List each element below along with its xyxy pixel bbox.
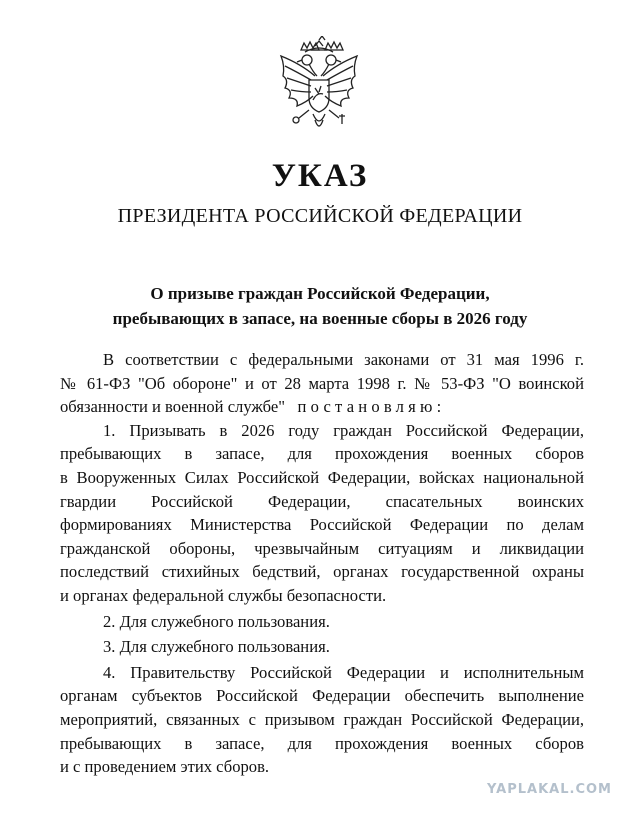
item-4-line: органам субъектов Российской Федерации обеспечить выполнение: [60, 686, 584, 706]
item-4-line: пребывающих в запасе, для прохождения военных сборов: [60, 733, 584, 753]
preamble-line: № 61-ФЗ "Об обороне" и от 28 марта 1998 г. № 53-ФЗ "О воинской: [60, 373, 584, 393]
preamble-line: В соответствии с федеральными законами от 31 мая 1996 г.: [103, 350, 584, 369]
item-1-line: в Вооруженных Силах Российской Федерации, войсках национальной: [60, 467, 584, 487]
item-1-line: пребывающих в запасе, для прохождения военных сборов: [60, 444, 584, 464]
item-4-line: 4. Правительству Российской Федерации и исполнительным: [103, 662, 584, 682]
item-4-line: и с проведением этих сборов.: [60, 757, 270, 777]
decree-heading: [0, 281, 640, 331]
item-1-line: и органах федеральной службы безопасности.: [60, 585, 387, 605]
item-1-line: 1. Призывать в 2026 году граждан Российской Федерации,: [103, 420, 584, 440]
decree-body: [60, 348, 584, 779]
preamble-text: обязанности и военной службе": [60, 397, 286, 417]
heading-line: О призыве граждан Российской Федерации,: [150, 284, 490, 303]
site-watermark: YAPLAKAL.COM: [487, 782, 612, 797]
item-1-line: гвардии Российской Федерации, спасательных воинских: [60, 491, 584, 511]
preamble-line-final: [60, 395, 584, 419]
item-4-line: мероприятий, связанных с призывом граждан Российской Федерации,: [60, 709, 584, 729]
decree-word: постановляю:: [297, 397, 446, 417]
document-subtitle: ПРЕЗИДЕНТА РОССИЙСКОЙ ФЕДЕРАЦИИ: [117, 205, 523, 227]
item-3-line: 3. Для служебного пользования.: [103, 637, 330, 657]
heading-line: пребывающих в запасе, на военные сборы в 2026 году: [112, 309, 528, 328]
russian-coat-of-arms-icon: [271, 36, 367, 140]
item-1-line: гражданской обороны, чрезвычайным ситуациям и ликвидации: [60, 538, 584, 558]
document-title: УКАЗ: [271, 158, 369, 194]
item-1-line: последствий стихийных бедствий, органах государственной охраны: [60, 562, 584, 582]
item-1-line: формированиях Министерства Российской Федерации по делам: [60, 515, 584, 535]
item-2-line: 2. Для служебного пользования.: [103, 611, 330, 631]
